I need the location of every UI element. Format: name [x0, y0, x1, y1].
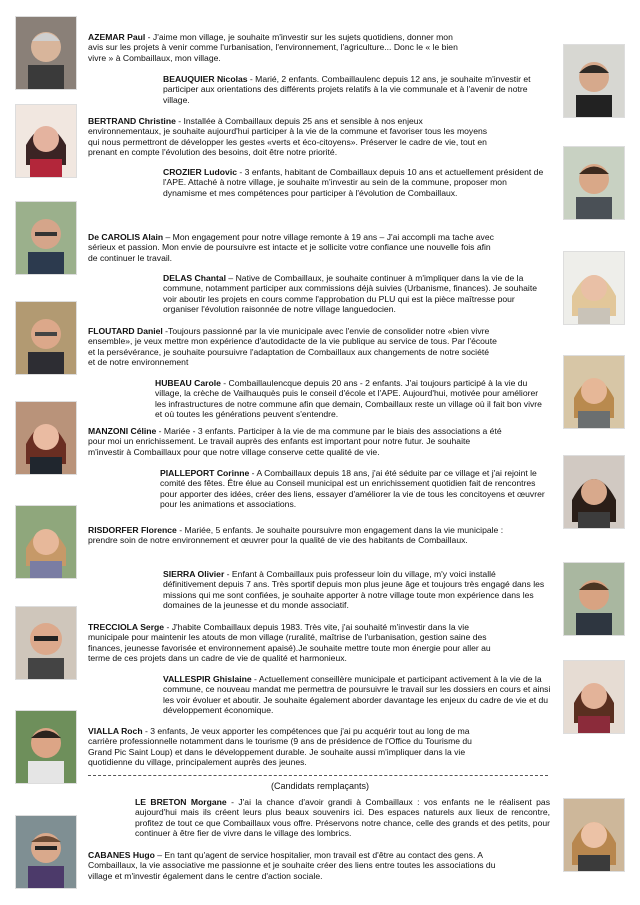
candidate-name: CROZIER Ludovic	[163, 167, 238, 177]
candidate-entry	[88, 525, 508, 546]
candidate-photo	[15, 16, 77, 90]
candidate-entry	[163, 569, 548, 611]
candidate-statement: - Actuellement conseillère municipale et participant activement à la vie de la commune, ce nouveau mandat me permettra de poursuivre le travail sur les dossiers en cours et ainsi les voir évoluer et aboutir. Je souhaite également aborder davantage les enjeux du cadre de vie et du développement économique.	[163, 674, 551, 716]
candidate-photo	[563, 146, 625, 220]
candidate-statement: - A Combaillaux depuis 18 ans, j'ai été séduite par ce village et j'ai rejoint le comité des fêtes. Être élue au Conseil municipal est un enrichissement quotidien fait de rencontres pour apporter des idées, créer des liens, essayer d'améliorer la vie de tous les concitoyens et œuvrer pour les animations et associations.	[160, 468, 545, 510]
candidate-entry	[88, 232, 498, 263]
candidate-statement: - Mariée, 5 enfants. Je souhaite poursuivre mon engagement dans la vie municipale : prendre soin de notre environnement et œuvrer pour la qualité de vie des habitants de Combaillaux.	[88, 525, 504, 546]
candidate-entry	[163, 273, 548, 315]
candidate-photo	[15, 815, 77, 889]
candidate-photo	[563, 798, 625, 872]
candidate-entry	[88, 850, 498, 881]
candidate-statement: – Native de Combaillaux, je souhaite continuer à m'impliquer dans la vie de la commune, notamment participer aux commissions déjà suivies (Urbanisme, finances). Je souhaite voir aboutir les projets en cours comme l'approbation du PLU qui est la pièce maîtresse pour organiser l'évolution raisonnée de notre village languedocien.	[163, 273, 537, 315]
candidate-name: De CAROLIS Alain	[88, 232, 164, 242]
candidate-statement: -Toujours passionné par la vie municipale avec l'envie de consolider notre «bien vivre ensemble», je veux mettre mon expérience d'autodidacte de la vie publique au service de tous. Par l'écoute et la persévérance, je souhaite poursuivre l'adaptation de Combaillaux aux changements de notre société et de notre environnement	[88, 326, 497, 368]
candidate-name: VALLESPIR Ghislaine	[163, 674, 252, 684]
candidate-entry	[88, 622, 503, 664]
candidate-statement: - 3 enfants, Je veux apporter les compétences que j'ai pu acquérir tout au long de ma carrière professionnelle notamment dans le tourisme (9 ans de présidence de l'Office du Tourisme du Grand Pic Saint Loup) et dans le développement durable. Je souhaite aussi m'impliquer dans la vie quotidienne du village, principalement auprès des jeunes.	[88, 726, 472, 768]
candidate-name: PIALLEPORT Corinne	[160, 468, 250, 478]
candidate-photo	[15, 301, 77, 375]
candidate-entry	[163, 167, 548, 198]
candidate-name: FLOUTARD Daniel	[88, 326, 163, 336]
candidate-photo	[563, 562, 625, 636]
candidate-name: HUBEAU Carole	[155, 378, 221, 388]
candidate-photo	[563, 660, 625, 734]
candidate-statement: - J'ai la chance d'avoir grandi à Combaillaux : vos enfants ne le réalisent pas aujourd'hui mais ils créent leurs plus beaux souvenirs ici. Des espaces naturels aux lieux de rencontre, profitez de tout ce que Combaillaux vous offre. Préservons notre chance, celle des grands et des petits, pour continuer à être fier de vivre dans le village des lombrics.	[135, 797, 550, 839]
candidate-entry	[160, 468, 550, 510]
candidate-statement: – Mon engagement pour notre village remonte à 19 ans – J'ai accompli ma tache avec sérieux et passion. Mon envie de poursuivre est intacte et je sollicite votre confiance une nouvelle fois afin de continuer le travail.	[88, 232, 494, 263]
candidate-photo	[15, 201, 77, 275]
candidate-statement: - Installée à Combaillaux depuis 25 ans et sensible à nos enjeux environnementaux, je souhaite aujourd'hui participer à la vie de la commune et favoriser tous les moyens qui nous permettront de développer les gestes «verts et éco-citoyens». Préserver le cadre de vie, tout en prenant en compte l'évolution des besoins, doit être notre priorité.	[88, 116, 488, 158]
candidate-statement: - Mariée - 3 enfants. Participer à la vie de ma commune par le biais des associations a été pour moi un enrichissement. Le travail auprès des enfants est important pour notre futur. Je souhaite m'investir à Combaillaux pour que notre village conserve cette qualité de vie.	[88, 426, 502, 457]
candidate-entry	[88, 726, 498, 768]
candidate-photo	[15, 104, 77, 178]
section-divider	[88, 775, 548, 776]
candidate-statement: - Marié, 2 enfants. Combaillaulenc depuis 12 ans, je souhaite m'investir et participer aux orientations des différents projets relatifs à la vie communale et à l'avenir de notre village.	[163, 74, 531, 105]
candidate-photo	[15, 606, 77, 680]
candidate-name: SIERRA Olivier	[163, 569, 225, 579]
candidate-statement: – En tant qu'agent de service hospitalier, mon travail est d'être au contact des gens. A Combaillaux, la vie associative me passionne et je souhaite créer des liens entre toutes les associations du village et m'investir également dans le centre d'action sociale.	[88, 850, 496, 881]
candidate-photo	[563, 44, 625, 118]
candidate-photo	[563, 251, 625, 325]
candidate-photo	[563, 455, 625, 529]
candidate-photo	[563, 355, 625, 429]
candidate-photo	[15, 401, 77, 475]
candidate-photo	[15, 505, 77, 579]
candidate-entry	[163, 74, 548, 105]
candidate-entry	[163, 674, 553, 716]
candidate-statement: - Enfant à Combaillaux puis professeur loin du village, m'y voici installé définitivement depuis 7 ans. Très sportif depuis mon plus jeune âge et toujours très engagé dans les missions qui me sont confiées, je souhaite apporter à notre village toute mon expérience dans les domaines de la jeunesse et du monde associatif.	[163, 569, 545, 611]
candidate-name: DELAS Chantal	[163, 273, 227, 283]
candidate-entry	[135, 797, 550, 839]
candidate-name: BEAUQUIER Nicolas	[163, 74, 248, 84]
candidate-name: VIALLA Roch	[88, 726, 143, 736]
candidate-entry	[88, 426, 503, 457]
candidate-statement: - J'habite Combaillaux depuis 1983. Très vite, j'ai souhaité m'investir dans la vie municipale pour maintenir les atouts de mon village (ruralité, maîtrise de l'urbanisation, gestion saine des finances, jeunesse favorisée et environnement apaisé).Je souhaite mettre toute mon énergie pour aller au terme de ces projets dans un cadre de vie de qualité et harmonieux.	[88, 622, 491, 664]
candidate-statement: - Combaillaulencque depuis 20 ans - 2 enfants. J'ai toujours participé à la vie du village, la crèche de Vailhauquès puis le conseil d'école et l'APE. Aujourd'hui, motivée pour améliorer les infrastructures de notre commune afin que demain, Combaillaux reste un village où il fait bon vivre et où toutes les générations peuvent s'entendre.	[155, 378, 542, 420]
substitutes-heading: (Candidats remplaçants)	[270, 781, 370, 791]
candidate-entry	[88, 32, 463, 63]
candidate-name: CABANES Hugo	[88, 850, 155, 860]
candidate-entry	[155, 378, 550, 420]
candidate-statement: - J'aime mon village, je souhaite m'investir sur les sujets quotidiens, donner mon avis sur les projets à venir comme l'urbanisation, l'environnement, l'agriculture... Donc le « le bien vivre » à Combaillaux, mon village.	[88, 32, 458, 63]
candidate-entry	[88, 326, 498, 368]
candidate-statement: - 3 enfants, habitant de Combaillaux depuis 10 ans et actuellement président de l'APE. Attaché à notre village, je souhaite m'investir au sein de la commune, proposer mon dynamisme et mes compétences pour participer à l'évolution de Combaillaux.	[163, 167, 544, 198]
candidate-photo	[15, 710, 77, 784]
candidate-entry	[88, 116, 498, 158]
candidate-name: LE BRETON Morgane	[135, 797, 227, 807]
candidate-name: TRECCIOLA Serge	[88, 622, 165, 632]
candidate-name: RISDORFER Florence	[88, 525, 177, 535]
candidate-name: AZEMAR Paul	[88, 32, 146, 42]
candidate-name: BERTRAND Christine	[88, 116, 176, 126]
candidate-name: MANZONI Céline	[88, 426, 157, 436]
